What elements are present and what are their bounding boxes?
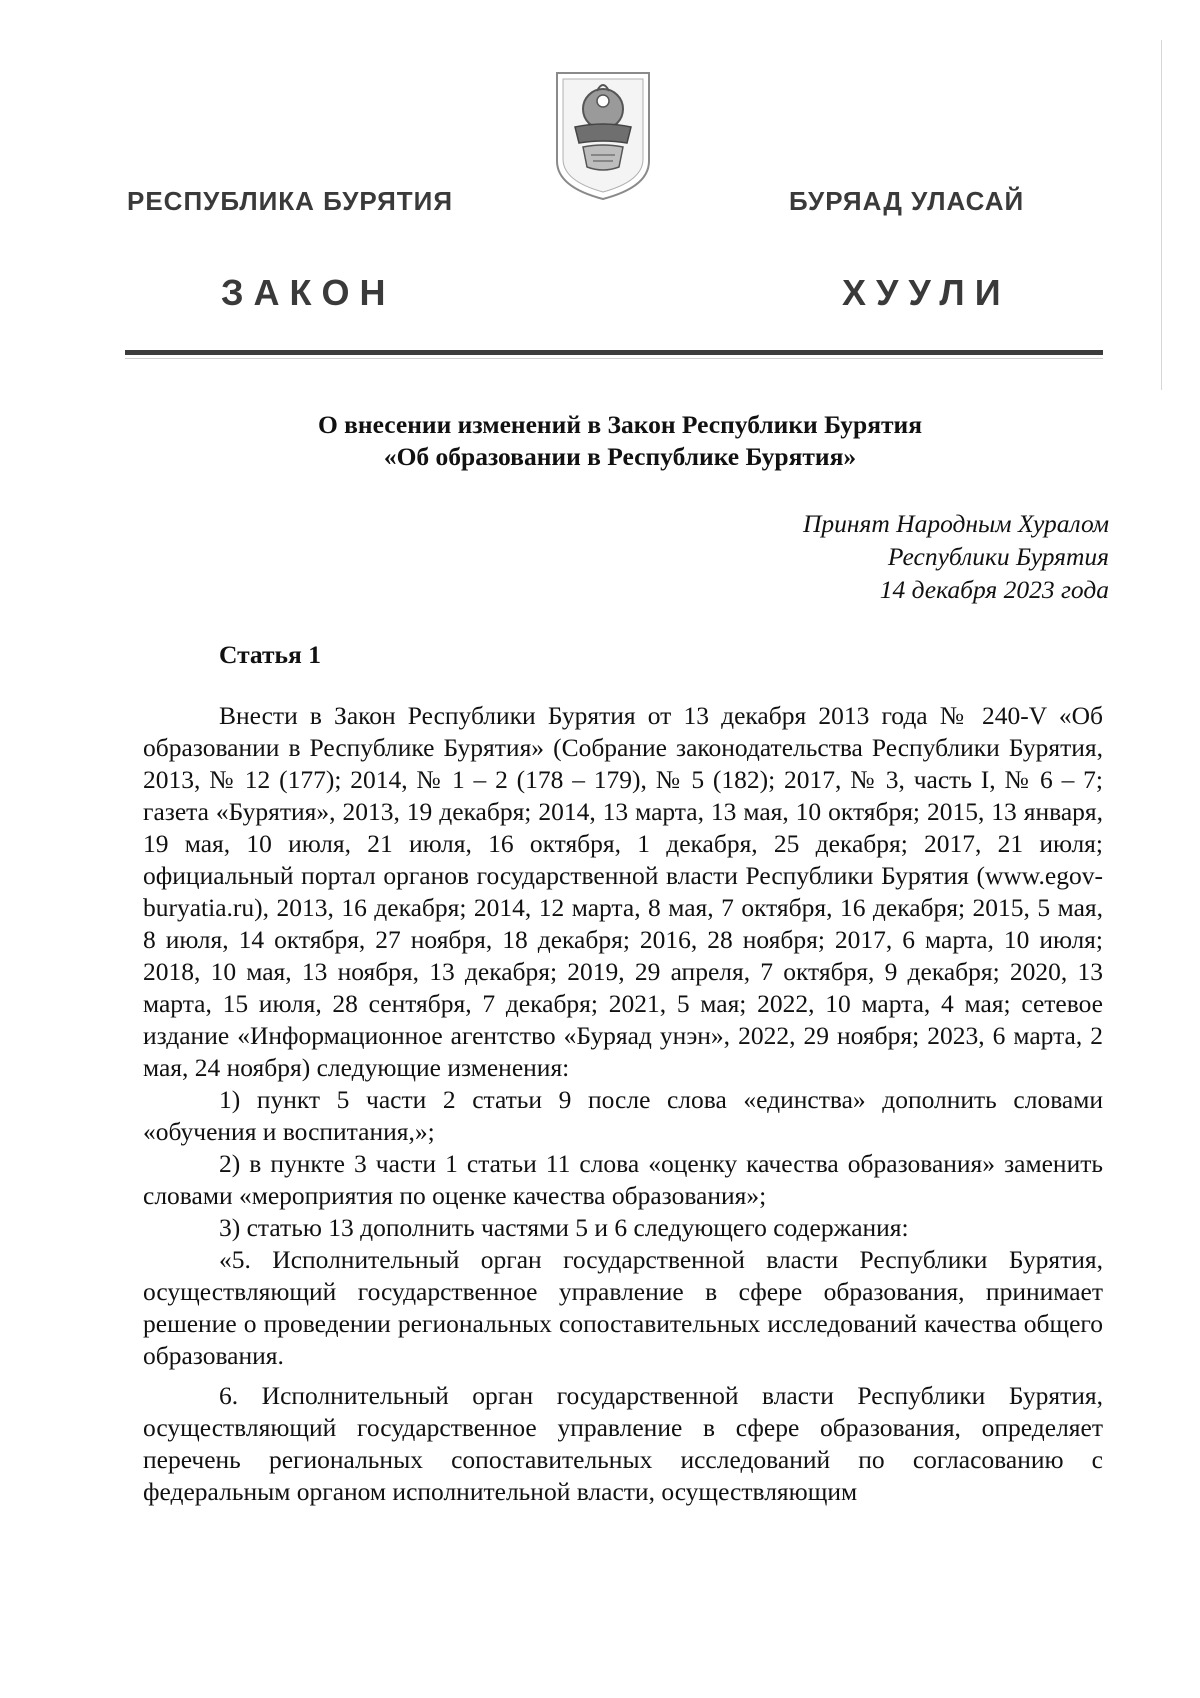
law-label-russian: ЗАКОН [221,272,396,313]
republic-name-russian: РЕСПУБЛИКА БУРЯТИЯ [127,186,454,216]
article-paragraph: 2) в пункте 3 части 1 статьи 11 слова «оценку качества образования» заменить словами «мероприятия по оценке качества образования»; [143,1149,1103,1210]
adoption-note [803,507,1109,606]
adoption-note-line-2: Республики Бурятия [887,542,1109,571]
article-paragraph: 3) статью 13 дополнить частями 5 и 6 следующего содержания: [219,1213,909,1242]
article-paragraph: 6. Исполнительный орган государственной власти Республики Бурятия, осуществляющий государственное управление в сфере образования, определяет перечень региональных сопоставительных исследований по согласованию с федеральным органом исполнительной власти, осуществляющим [143,1381,1103,1506]
document-title-line-1: О внесении изменений в Закон Республики Бурятия [317,410,923,439]
article-paragraph: 1) пункт 5 части 2 статьи 9 после слова «единства» дополнить словами «обучения и воспитания,»; [143,1085,1103,1146]
article-body [143,700,1103,1508]
document-title [140,409,1100,473]
article-heading: Статья 1 [219,640,321,669]
page-edge-line [1161,40,1162,390]
article-paragraph: «5. Исполнительный орган государственной власти Республики Бурятия, осуществляющий государственное управление в сфере образования, принимает решение о проведении региональных сопоставительных исследований качества общего образования. [143,1245,1103,1370]
adoption-note-line-1: Принят Народным Хуралом [802,509,1109,538]
article-paragraph: Внести в Закон Республики Бурятия от 13 декабря 2013 года № 240-V «Об образовании в Республике Бурятия» (Собрание законодательства Республики Бурятия, 2013, № 12 (177); 2014, № 1 – 2 (178 – 179), № 5 (182); 2017, № 3, часть I, № 6 – 7; газета «Бурятия», 2013, 19 декабря; 2014, 13 марта, 13 мая, 10 октября; 2015, 13 января, 19 мая, 10 июля, 21 июля, 16 октября, 1 декабря, 25 декабря; 2017, 21 июля; официальный портал органов государственной власти Республики Бурятия (www.egov-buryatia.ru), 2013, 16 декабря; 2014, 12 марта, 8 мая, 7 октября, 16 декабря; 2015, 5 мая, 8 июля, 14 октября, 27 ноября, 18 декабря; 2016, 28 ноября; 2017, 6 марта, 10 июля; 2018, 10 мая, 13 ноября, 13 декабря; 2019, 29 апреля, 7 октября, 9 декабря; 2020, 13 марта, 15 июля, 28 сентября, 7 декабря; 2021, 5 мая; 2022, 10 марта, 4 мая; сетевое издание «Информационное агентство «Буряад унэн», 2022, 29 ноября; 2023, 6 марта, 2 мая, 24 ноября) следующие изменения: [143,701,1103,1082]
republic-name-buryat: БУРЯАД УЛАСАЙ [789,186,1025,216]
header-divider-thin [125,358,1103,359]
document-title-line-2: «Об образовании в Республике Бурятия» [383,442,857,471]
adoption-note-line-3: 14 декабря 2023 года [879,575,1109,604]
law-label-buryat: ХУУЛИ [842,272,1011,313]
header-divider [125,350,1103,355]
coat-of-arms-emblem-icon [553,69,653,201]
